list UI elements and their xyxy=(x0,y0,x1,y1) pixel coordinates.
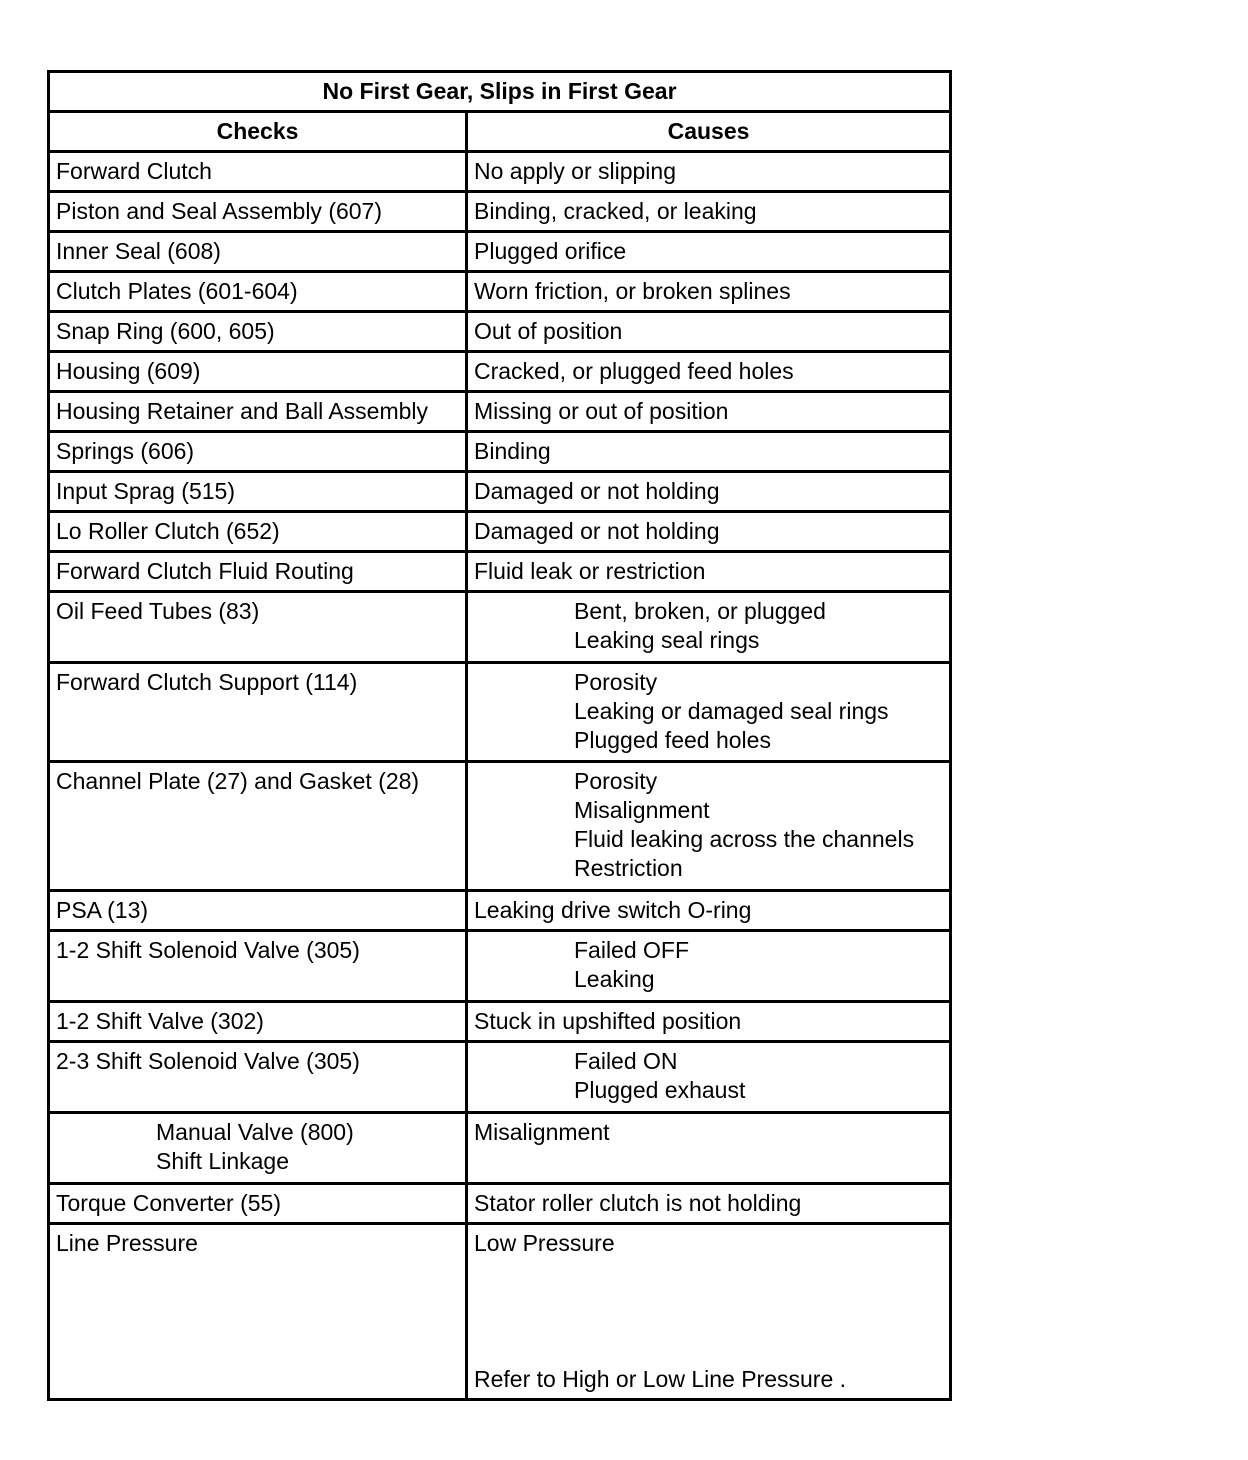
table-row xyxy=(49,152,951,192)
header-row xyxy=(49,112,951,152)
cause-cell xyxy=(467,1113,951,1184)
table-row xyxy=(49,432,951,472)
cause-cell xyxy=(467,663,951,762)
table-row xyxy=(49,272,951,312)
check-cell xyxy=(49,663,467,762)
cause-text: Low Pressure xyxy=(474,1230,615,1256)
cause-text: Misalignment xyxy=(474,1119,610,1145)
table-row xyxy=(49,762,951,891)
cause-cell xyxy=(467,891,951,931)
check-cell xyxy=(49,762,467,891)
cause-text: Cracked, or plugged feed holes xyxy=(474,358,794,384)
check-text: Springs (606) xyxy=(56,438,195,464)
cause-text: Restriction xyxy=(574,855,683,881)
reference-note: Refer to High or Low Line Pressure . xyxy=(474,1366,847,1392)
check-cell xyxy=(49,1184,467,1224)
cause-text: Fluid leak or restriction xyxy=(474,558,706,584)
check-text: Forward Clutch Support (114) xyxy=(56,669,358,695)
check-cell xyxy=(49,312,467,352)
check-text: 1-2 Shift Solenoid Valve (305) xyxy=(56,937,360,963)
check-text: Inner Seal (608) xyxy=(56,238,221,264)
check-cell xyxy=(49,472,467,512)
cause-text: Fluid leaking across the channels xyxy=(574,826,915,852)
table-row xyxy=(49,592,951,663)
cause-text: No apply or slipping xyxy=(474,158,677,184)
cause-text: Misalignment xyxy=(574,797,710,823)
cause-cell xyxy=(467,232,951,272)
cause-text: Porosity xyxy=(574,669,658,695)
table-row xyxy=(49,1224,951,1400)
table-row xyxy=(49,232,951,272)
cause-text: Porosity xyxy=(574,768,658,794)
cause-cell xyxy=(467,352,951,392)
table-row xyxy=(49,891,951,931)
cause-cell xyxy=(467,272,951,312)
table-row xyxy=(49,1184,951,1224)
cause-text: Missing or out of position xyxy=(474,398,729,424)
check-cell xyxy=(49,891,467,931)
table-row xyxy=(49,1113,951,1184)
check-cell xyxy=(49,152,467,192)
check-text: Input Sprag (515) xyxy=(56,478,236,504)
causes-header: Causes xyxy=(467,112,951,152)
cause-cell xyxy=(467,152,951,192)
table-row xyxy=(49,312,951,352)
cause-cell xyxy=(467,312,951,352)
cause-text: Leaking seal rings xyxy=(574,627,760,653)
cause-cell xyxy=(467,512,951,552)
check-text: Line Pressure xyxy=(56,1230,198,1256)
check-text: Forward Clutch Fluid Routing xyxy=(56,558,354,584)
cause-text: Stator roller clutch is not holding xyxy=(474,1190,802,1216)
check-cell xyxy=(49,272,467,312)
check-cell xyxy=(49,552,467,592)
check-cell xyxy=(49,931,467,1002)
check-text: 2-3 Shift Solenoid Valve (305) xyxy=(56,1048,360,1074)
check-text: Piston and Seal Assembly (607) xyxy=(56,198,383,224)
cause-cell xyxy=(467,931,951,1002)
cause-cell xyxy=(467,1224,951,1400)
cause-text: Worn friction, or broken splines xyxy=(474,278,791,304)
check-cell xyxy=(49,392,467,432)
cause-text: Damaged or not holding xyxy=(474,518,720,544)
table-row xyxy=(49,512,951,552)
check-text: Torque Converter (55) xyxy=(56,1190,281,1216)
cause-cell xyxy=(467,1184,951,1224)
check-cell xyxy=(49,432,467,472)
check-text: 1-2 Shift Valve (302) xyxy=(56,1008,264,1034)
check-text: Forward Clutch xyxy=(56,158,212,184)
check-cell xyxy=(49,1224,467,1400)
cause-text: Failed OFF xyxy=(574,937,690,963)
cause-cell xyxy=(467,1042,951,1113)
table-row xyxy=(49,931,951,1002)
check-cell xyxy=(49,1113,467,1184)
table-row xyxy=(49,352,951,392)
cause-cell xyxy=(467,392,951,432)
table-row xyxy=(49,552,951,592)
cause-cell xyxy=(467,592,951,663)
check-text: Housing (609) xyxy=(56,358,201,384)
cause-text: Leaking xyxy=(574,966,655,992)
cause-cell xyxy=(467,1002,951,1042)
check-text: Channel Plate (27) and Gasket (28) xyxy=(56,768,420,794)
check-text: Lo Roller Clutch (652) xyxy=(56,518,280,544)
cause-text: Stuck in upshifted position xyxy=(474,1008,742,1034)
cause-text: Plugged feed holes xyxy=(574,727,771,753)
cause-text: Plugged orifice xyxy=(474,238,627,264)
check-text: Oil Feed Tubes (83) xyxy=(56,598,260,624)
cause-text: Binding, cracked, or leaking xyxy=(474,198,757,224)
cause-cell xyxy=(467,192,951,232)
cause-cell xyxy=(467,472,951,512)
table-row xyxy=(49,1042,951,1113)
check-cell xyxy=(49,1002,467,1042)
table-body xyxy=(49,152,951,1400)
check-text: PSA (13) xyxy=(56,897,149,923)
check-text: Snap Ring (600, 605) xyxy=(56,318,275,344)
check-cell xyxy=(49,1042,467,1113)
title-row xyxy=(49,72,951,112)
check-cell xyxy=(49,592,467,663)
table-row xyxy=(49,663,951,762)
table-row xyxy=(49,1002,951,1042)
check-text: Shift Linkage xyxy=(156,1148,289,1174)
check-cell xyxy=(49,352,467,392)
cause-text: Binding xyxy=(474,438,551,464)
checks-header: Checks xyxy=(49,112,467,152)
check-text: Clutch Plates (601-604) xyxy=(56,278,298,304)
check-cell xyxy=(49,192,467,232)
cause-text: Plugged exhaust xyxy=(574,1077,746,1103)
cause-text: Damaged or not holding xyxy=(474,478,720,504)
check-cell xyxy=(49,512,467,552)
check-text: Manual Valve (800) xyxy=(156,1119,354,1145)
table-row xyxy=(49,392,951,432)
table-row xyxy=(49,192,951,232)
table-title: No First Gear, Slips in First Gear xyxy=(49,72,951,112)
check-cell xyxy=(49,232,467,272)
cause-text: Failed ON xyxy=(574,1048,678,1074)
cause-cell xyxy=(467,552,951,592)
cause-text: Out of position xyxy=(474,318,623,344)
cause-text: Leaking or damaged seal rings xyxy=(574,698,889,724)
cause-text: Leaking drive switch O-ring xyxy=(474,897,752,923)
cause-cell xyxy=(467,762,951,891)
cause-cell xyxy=(467,432,951,472)
cause-text: Bent, broken, or plugged xyxy=(574,598,826,624)
check-text: Housing Retainer and Ball Assembly xyxy=(56,398,429,424)
table-row xyxy=(49,472,951,512)
diagnosis-table xyxy=(47,70,952,1401)
